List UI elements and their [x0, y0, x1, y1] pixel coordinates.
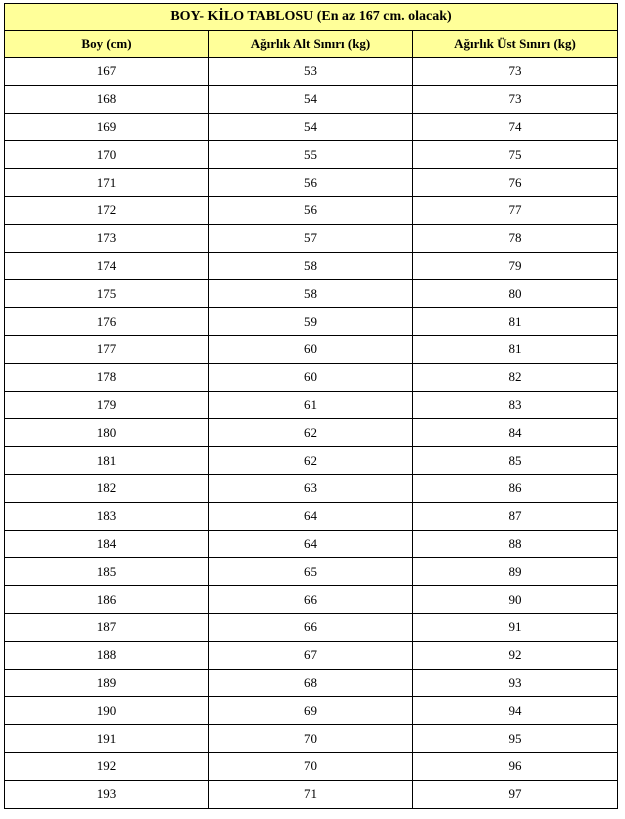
min-weight-cell: 63 — [209, 474, 413, 502]
table-title: BOY- KİLO TABLOSU (En az 167 cm. olacak) — [5, 4, 618, 31]
max-weight-cell: 84 — [413, 419, 618, 447]
height-cell: 191 — [5, 725, 209, 753]
min-weight-cell: 57 — [209, 224, 413, 252]
height-cell: 188 — [5, 641, 209, 669]
height-cell: 187 — [5, 613, 209, 641]
max-weight-cell: 78 — [413, 224, 618, 252]
table-row — [5, 113, 618, 141]
min-weight-cell: 70 — [209, 752, 413, 780]
table-row — [5, 141, 618, 169]
min-weight-cell: 60 — [209, 335, 413, 363]
min-weight-cell: 60 — [209, 363, 413, 391]
min-weight-cell: 53 — [209, 58, 413, 86]
table-row — [5, 363, 618, 391]
table-row — [5, 780, 618, 808]
max-weight-cell: 74 — [413, 113, 618, 141]
max-weight-cell: 82 — [413, 363, 618, 391]
min-weight-cell: 56 — [209, 196, 413, 224]
table-row — [5, 558, 618, 586]
height-cell: 171 — [5, 169, 209, 197]
table-row — [5, 669, 618, 697]
min-weight-cell: 55 — [209, 141, 413, 169]
max-weight-cell: 90 — [413, 586, 618, 614]
height-cell: 179 — [5, 391, 209, 419]
max-weight-cell: 96 — [413, 752, 618, 780]
height-cell: 177 — [5, 335, 209, 363]
min-weight-cell: 71 — [209, 780, 413, 808]
min-weight-cell: 70 — [209, 725, 413, 753]
table-row — [5, 280, 618, 308]
height-cell: 175 — [5, 280, 209, 308]
max-weight-cell: 97 — [413, 780, 618, 808]
min-weight-cell: 54 — [209, 85, 413, 113]
column-header-min-weight: Ağırlık Alt Sınırı (kg) — [209, 31, 413, 58]
height-cell: 189 — [5, 669, 209, 697]
min-weight-cell: 58 — [209, 280, 413, 308]
table-row — [5, 252, 618, 280]
height-cell: 192 — [5, 752, 209, 780]
table-row — [5, 58, 618, 86]
height-cell: 169 — [5, 113, 209, 141]
table-row — [5, 391, 618, 419]
max-weight-cell: 76 — [413, 169, 618, 197]
max-weight-cell: 75 — [413, 141, 618, 169]
max-weight-cell: 79 — [413, 252, 618, 280]
max-weight-cell: 88 — [413, 530, 618, 558]
height-cell: 190 — [5, 697, 209, 725]
table-row — [5, 586, 618, 614]
max-weight-cell: 93 — [413, 669, 618, 697]
table-row — [5, 224, 618, 252]
height-cell: 182 — [5, 474, 209, 502]
height-cell: 185 — [5, 558, 209, 586]
max-weight-cell: 86 — [413, 474, 618, 502]
table-header-row — [5, 31, 618, 58]
height-cell: 168 — [5, 85, 209, 113]
height-cell: 170 — [5, 141, 209, 169]
max-weight-cell: 91 — [413, 613, 618, 641]
table-body — [5, 58, 618, 809]
table-row — [5, 725, 618, 753]
min-weight-cell: 56 — [209, 169, 413, 197]
min-weight-cell: 62 — [209, 447, 413, 475]
table-row — [5, 447, 618, 475]
min-weight-cell: 66 — [209, 586, 413, 614]
height-weight-table — [4, 3, 618, 809]
column-header-height: Boy (cm) — [5, 31, 209, 58]
min-weight-cell: 61 — [209, 391, 413, 419]
max-weight-cell: 85 — [413, 447, 618, 475]
min-weight-cell: 64 — [209, 530, 413, 558]
table-row — [5, 752, 618, 780]
max-weight-cell: 81 — [413, 335, 618, 363]
height-cell: 181 — [5, 447, 209, 475]
height-cell: 172 — [5, 196, 209, 224]
max-weight-cell: 95 — [413, 725, 618, 753]
min-weight-cell: 66 — [209, 613, 413, 641]
min-weight-cell: 69 — [209, 697, 413, 725]
min-weight-cell: 58 — [209, 252, 413, 280]
table-row — [5, 697, 618, 725]
min-weight-cell: 65 — [209, 558, 413, 586]
table-row — [5, 474, 618, 502]
height-cell: 183 — [5, 502, 209, 530]
table-row — [5, 196, 618, 224]
height-cell: 186 — [5, 586, 209, 614]
table-row — [5, 613, 618, 641]
max-weight-cell: 80 — [413, 280, 618, 308]
max-weight-cell: 92 — [413, 641, 618, 669]
height-cell: 178 — [5, 363, 209, 391]
max-weight-cell: 73 — [413, 85, 618, 113]
height-cell: 174 — [5, 252, 209, 280]
table-title-row — [5, 4, 618, 31]
max-weight-cell: 77 — [413, 196, 618, 224]
column-header-max-weight: Ağırlık Üst Sınırı (kg) — [413, 31, 618, 58]
min-weight-cell: 54 — [209, 113, 413, 141]
min-weight-cell: 62 — [209, 419, 413, 447]
height-cell: 180 — [5, 419, 209, 447]
min-weight-cell: 64 — [209, 502, 413, 530]
max-weight-cell: 89 — [413, 558, 618, 586]
height-cell: 176 — [5, 308, 209, 336]
max-weight-cell: 81 — [413, 308, 618, 336]
height-cell: 193 — [5, 780, 209, 808]
table-row — [5, 530, 618, 558]
table-row — [5, 502, 618, 530]
table-row — [5, 419, 618, 447]
height-cell: 173 — [5, 224, 209, 252]
max-weight-cell: 73 — [413, 58, 618, 86]
min-weight-cell: 59 — [209, 308, 413, 336]
height-cell: 167 — [5, 58, 209, 86]
table-row — [5, 308, 618, 336]
max-weight-cell: 83 — [413, 391, 618, 419]
min-weight-cell: 67 — [209, 641, 413, 669]
min-weight-cell: 68 — [209, 669, 413, 697]
table-row — [5, 85, 618, 113]
table-row — [5, 335, 618, 363]
table-row — [5, 641, 618, 669]
height-cell: 184 — [5, 530, 209, 558]
table-row — [5, 169, 618, 197]
max-weight-cell: 87 — [413, 502, 618, 530]
max-weight-cell: 94 — [413, 697, 618, 725]
